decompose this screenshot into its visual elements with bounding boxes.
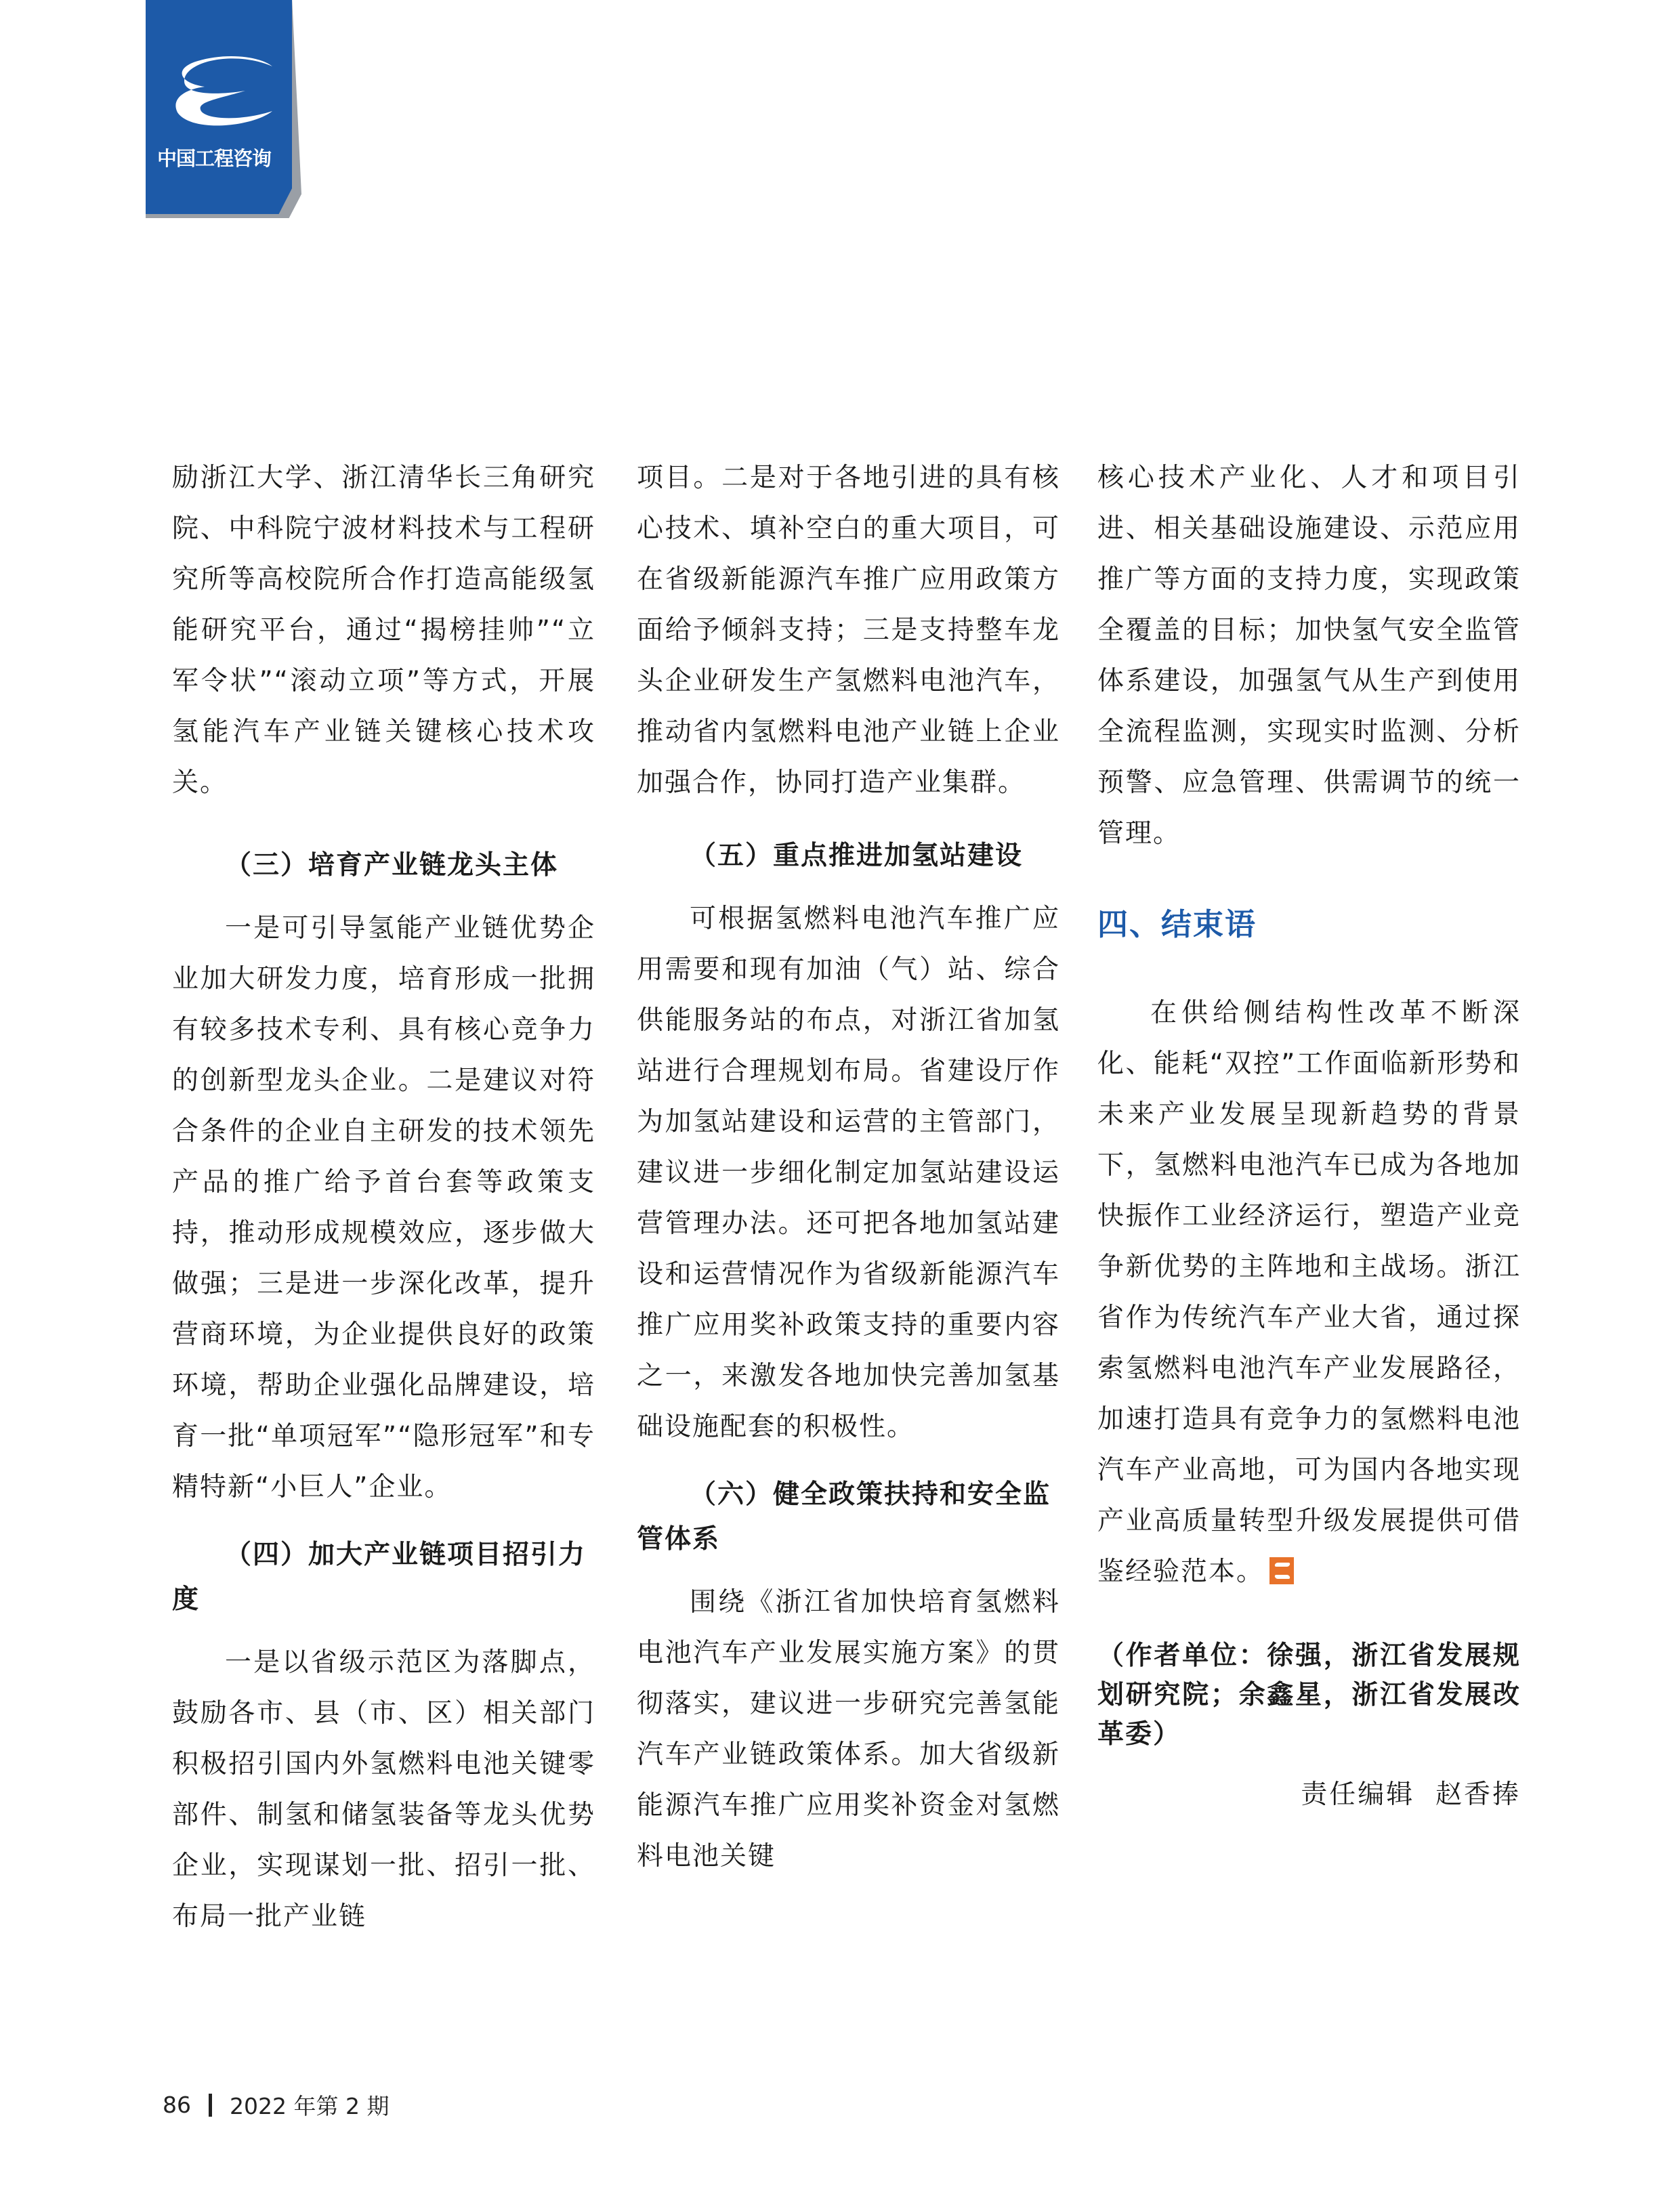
section-heading-main: 四、结束语 — [1097, 906, 1257, 942]
section-heading: （三）培育产业链龙头主体 — [225, 850, 559, 881]
footer-divider — [209, 2094, 212, 2117]
end-mark-icon — [1269, 1557, 1294, 1584]
responsible-editor: 责任编辑 赵香捧 — [1301, 1779, 1521, 1810]
section-heading: （六）健全政策扶持和安全监管体系 — [637, 1479, 1051, 1554]
paragraph: 一是以省级示范区为落脚点，鼓励各市、县（市、区）相关部门积极招引国内外氢燃料电池关键零部件、制氢和储氢装备等龙头优势企业，实现谋划一批、招引一批、布局一批产业链 — [172, 1647, 595, 1932]
paragraph: 可根据氢燃料电池汽车推广应用需要和现有加油（气）站、综合供能服务站的布点，对浙江省加氢站进行合理规划布局。省建设厅作为加氢站建设和运营的主管部门，建议进一步细化制定加氢站建设运营管理办法。还可把各地加氢站建设和运营情况作为省级新能源汽车推广应用奖补政策支持的重要内容之一，来激发各地加快完善加氢基础设施配套的积极性。 — [637, 904, 1060, 1442]
column-2 — [637, 452, 1060, 1882]
paragraph: 围绕《浙江省加快培育氢燃料电池汽车产业发展实施方案》的贯彻落实，建议进一步研究完善氢能汽车产业链政策体系。加大省级新能源汽车推广应用奖补资金对氢燃料电池关键 — [637, 1587, 1060, 1871]
journal-name: 中国工程咨询 — [157, 147, 272, 170]
paragraph-conclusion — [1097, 988, 1521, 1597]
column-3 — [1097, 452, 1521, 1815]
paragraph: 核心技术产业化、人才和项目引进、相关基础设施建设、示范应用推广等方面的支持力度，实现政策全覆盖的目标；加快氢气安全监管体系建设，加强氢气从生产到使用全流程监测，实现实时监测、分析预警、应急管理、供需调节的统一管理。 — [1097, 463, 1521, 849]
paragraph: 项目。二是对于各地引进的具有核心技术、填补空白的重大项目，可在省级新能源汽车推广应用政策方面给予倾斜支持；三是支持整车龙头企业研发生产氢燃料电池汽车，推动省内氢燃料电池产业链上企业加强合作，协同打造产业集群。 — [637, 463, 1060, 798]
conclusion-text: 在供给侧结构性改革不断深化、能耗“双控”工作面临新形势和未来产业发展呈现新趋势的背景下，氢燃料电池汽车已成为各地加快振作工业经济运行，塑造产业竞争新优势的主阵地和主战场。浙江省作为传统汽车产业大省，通过探索氢燃料电池汽车产业发展路径，加速打造具有竞争力的氢燃料电池汽车产业高地，可为国内各地实现产业高质量转型升级发展提供可借鉴经验范本。 — [1097, 998, 1521, 1587]
journal-logo-icon — [171, 54, 279, 142]
column-1 — [172, 452, 595, 1942]
section-heading: （四）加大产业链项目招引力度 — [172, 1540, 587, 1615]
paragraph: 一是可引导氢能产业链优势企业加大研发力度，培育形成一批拥有较多技术专利、具有核心竞争力的创新型龙头企业。二是建议对符合条件的企业自主研发的技术领先产品的推广给予首台套等政策支持，推动形成规模效应，逐步做大做强；三是进一步深化改革，提升营商环境，为企业提供良好的政策环境，帮助企业强化品牌建设，培育一批“单项冠军”“隐形冠军”和专精特新“小巨人”企业。 — [172, 913, 595, 1502]
author-affiliation: （作者单位：徐强，浙江省发展规划研究院；余鑫星，浙江省发展改革委） — [1097, 1641, 1521, 1750]
paragraph: 励浙江大学、浙江清华长三角研究院、中科院宁波材料技术与工程研究所等高校院所合作打造高能级氢能研究平台，通过“揭榜挂帅”“立军令状”“滚动立项”等方式，开展氢能汽车产业链关键核心技术攻关。 — [172, 463, 595, 798]
issue-label: 2022 年第 2 期 — [230, 2093, 390, 2119]
page-footer — [163, 2089, 389, 2121]
section-heading: （五）重点推进加氢站建设 — [690, 841, 1024, 871]
page-number: 86 — [163, 2092, 191, 2118]
